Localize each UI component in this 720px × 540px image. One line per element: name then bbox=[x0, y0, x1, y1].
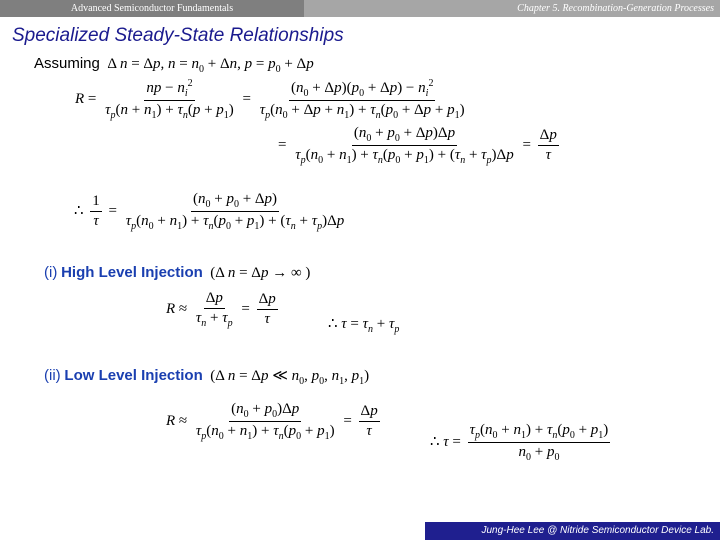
high-level-label: High Level Injection bbox=[61, 264, 203, 281]
low-level-injection-heading: (ii) Low Level Injection (Δ n = Δp ≪ $n_0$, $p_0$, $n_1$, $p_1$) bbox=[44, 367, 370, 387]
high-level-tau-result: ∴ $\tau = \tau_n + \tau_p$ bbox=[328, 316, 400, 335]
assuming-label: Assuming bbox=[34, 55, 100, 72]
high-prefix: (i) bbox=[44, 264, 58, 281]
low-prefix: (ii) bbox=[44, 367, 61, 384]
course-title-header: Advanced Semiconductor Fundamentals bbox=[0, 0, 304, 17]
r-equation-line1: R = $\frac{np - n_i^2}{\tau_p(n + n_1) + \tau_n(p + p_1)}$ = $\frac{(n_0 + \Delta p)(p_0 + \Delta p) - n_i^2}{\tau_p(n_0 + \Delta p + n_1) + \tau_n(p_0 + \Delta p + p_1)}$ bbox=[75, 78, 465, 121]
low-level-label: Low Level Injection bbox=[64, 367, 203, 384]
assumption-equation: Assuming Δ n = Δp, $n = n_0 + \Delta n$, $p = p_0 + \Delta p$ bbox=[34, 55, 314, 75]
slide-title: Specialized Steady-State Relationships bbox=[12, 25, 344, 46]
low-level-tau-result: ∴ τ = $\frac{\tau_p(n_0 + n_1) + \tau_n(p_0 + p_1)}{n_0 + p_0}$ bbox=[430, 422, 609, 463]
low-level-r-equation: R ≈ $\frac{(n_0 + p_0)\Delta p}{\tau_p(n_0 + n_1) + \tau_n(p_0 + p_1)}$ = $\frac{\Delta p}{\tau}$ bbox=[166, 401, 378, 442]
high-level-r-equation: R ≈ $\frac{\Delta p}{\tau_n + \tau_p}$ = $\frac{\Delta p}{\tau}$ bbox=[166, 290, 276, 329]
chapter-title-header: Chapter 5. Recombination-Generation Processes bbox=[304, 0, 720, 17]
high-level-injection-heading: (i) High Level Injection (Δ n = Δp → ∞ ) bbox=[44, 264, 311, 281]
inverse-tau-equation: ∴ $\frac{1}{\tau}$ = $\frac{(n_0 + p_0 + \Delta p)}{\tau_p(n_0 + n_1) + \tau_n(p_0 + p_1) + (\tau_n + \tau_p)\Delta p}$ bbox=[74, 191, 345, 232]
footer-lab-credit: Jung-Hee Lee @ Nitride Semiconductor Device Lab. bbox=[425, 522, 720, 540]
r-equation-line2: = $\frac{(n_0 + p_0 + \Delta p)\Delta p}{\tau_p(n_0 + n_1) + \tau_n(p_0 + p_1) + (\tau_n + \tau_p)\Delta p}$ = $\frac{\Delta p}{\tau}$ bbox=[278, 125, 557, 166]
